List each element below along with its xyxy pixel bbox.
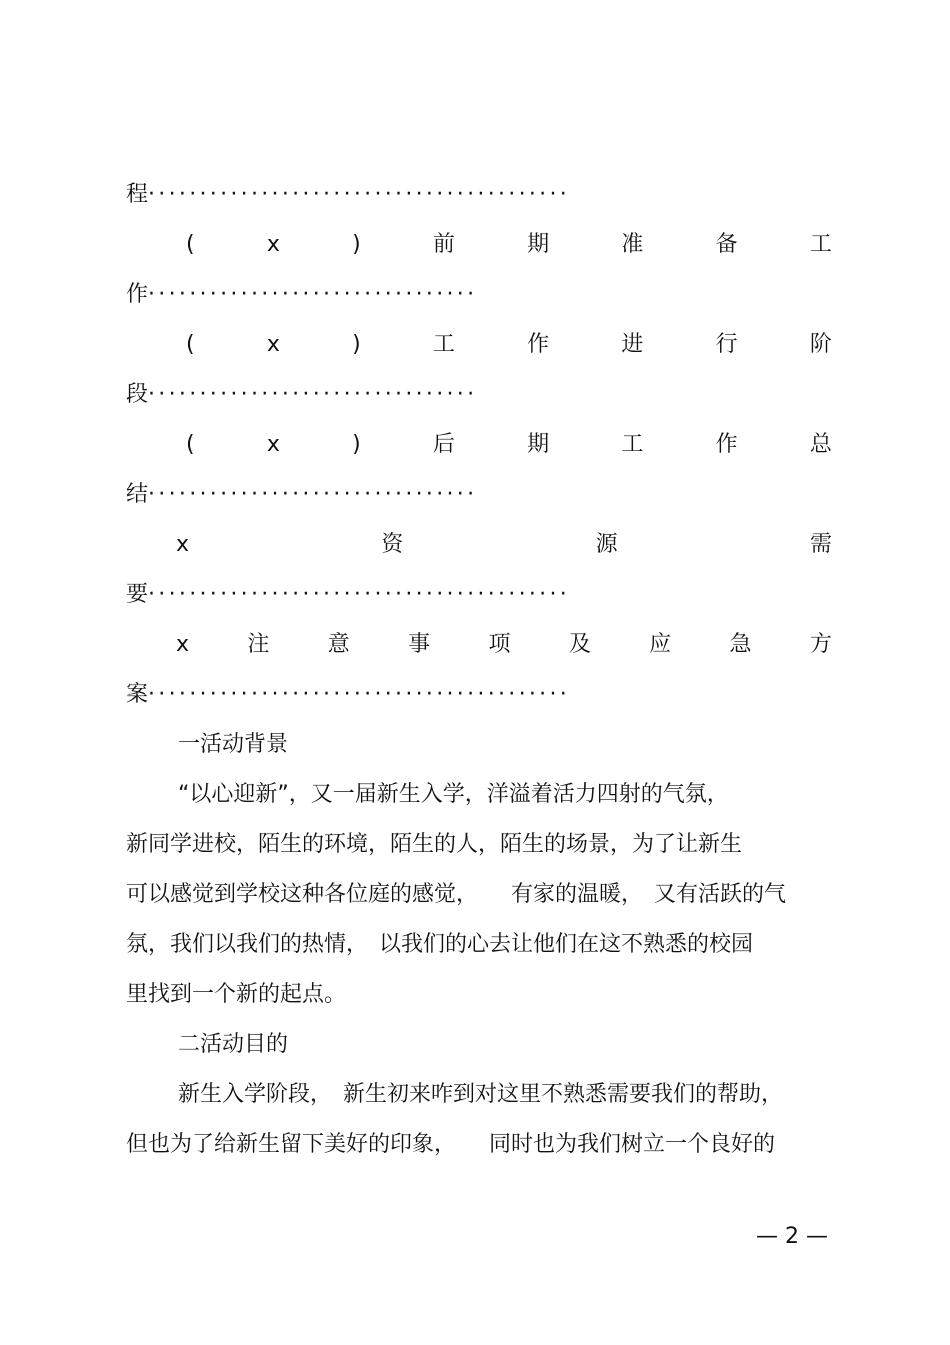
toc-part: 期 [527, 432, 550, 457]
toc-part: 应 [649, 632, 672, 657]
toc-part: 作 [527, 332, 550, 357]
paragraph-line: 氛，我们以我们的热情， 以我们的心去让他们在这不熟悉的校园 [126, 932, 754, 957]
toc-part: 进 [621, 332, 644, 357]
toc-part: x [176, 632, 190, 657]
toc-part: 意 [327, 632, 350, 657]
toc-part: ( [186, 432, 195, 457]
toc-part: ) [352, 332, 361, 357]
toc-part: 源 [595, 532, 618, 557]
toc-part: ) [352, 432, 361, 457]
toc-tail: 程 [126, 182, 149, 207]
toc-part: 方 [809, 632, 832, 657]
toc-leader: ································ [148, 482, 478, 507]
toc-part: 工 [432, 332, 455, 357]
toc-part: 注 [247, 632, 270, 657]
toc-entry-notes [176, 630, 832, 660]
paragraph-line: 但也为了给新生留下美好的印象， 同时也为我们树立一个良好的 [126, 1132, 776, 1157]
toc-part: 需 [809, 532, 832, 557]
toc-line-5 [126, 580, 570, 610]
toc-line-4 [126, 480, 477, 510]
toc-tail: 要 [126, 582, 149, 607]
toc-part: 工 [809, 232, 832, 257]
toc-part: 后 [432, 432, 455, 457]
paragraph-line: 新同学进校，陌生的环境，陌生的人，陌生的场景，为了让新生 [126, 832, 743, 857]
paragraph-line: 可以感觉到学校这种各位庭的感觉， 有家的温暖， 又有活跃的气 [126, 882, 787, 907]
toc-part: 资 [381, 532, 404, 557]
toc-line-3 [126, 380, 477, 410]
toc-entry-resources [176, 530, 832, 560]
toc-part: 准 [621, 232, 644, 257]
toc-part: 备 [715, 232, 738, 257]
toc-part: ) [352, 232, 361, 257]
toc-part: ( [186, 332, 195, 357]
toc-part: 阶 [809, 332, 832, 357]
toc-leader: ········································· [148, 182, 571, 207]
toc-entry-prep [186, 230, 832, 260]
section-heading-purpose: 二活动目的 [178, 1032, 289, 1057]
toc-part: x [266, 332, 280, 357]
toc-line-2 [126, 280, 477, 310]
toc-entry-summary [186, 430, 832, 460]
section-heading-background: 一活动背景 [178, 732, 289, 757]
toc-part: 项 [488, 632, 511, 657]
page-number: — 2 — [756, 1224, 828, 1249]
toc-line-1 [126, 180, 570, 210]
toc-part: ( [186, 232, 195, 257]
toc-line-6 [126, 680, 570, 710]
toc-leader: ········································· [148, 682, 571, 707]
paragraph-line: 里找到一个新的起点。 [126, 982, 347, 1007]
toc-tail: 结 [126, 482, 149, 507]
paragraph-line: “以心迎新”，又一届新生入学，洋溢着活力四射的气氛， [178, 782, 729, 807]
toc-part: 期 [527, 232, 550, 257]
toc-part: 前 [432, 232, 455, 257]
toc-leader: ································ [148, 382, 478, 407]
toc-part: 总 [809, 432, 832, 457]
toc-part: 作 [715, 432, 738, 457]
toc-part: x [266, 432, 280, 457]
toc-part: x [176, 532, 190, 557]
toc-tail: 段 [126, 382, 149, 407]
toc-part: 工 [621, 432, 644, 457]
toc-leader: ········································· [148, 582, 571, 607]
toc-tail: 作 [126, 282, 149, 307]
toc-tail: 案 [126, 682, 149, 707]
toc-leader: ································ [148, 282, 478, 307]
toc-part: x [266, 232, 280, 257]
toc-entry-progress [186, 330, 832, 360]
toc-part: 及 [568, 632, 591, 657]
toc-part: 事 [408, 632, 431, 657]
paragraph-line: 新生入学阶段， 新生初来咋到对这里不熟悉需要我们的帮助， [178, 1082, 784, 1107]
toc-part: 急 [729, 632, 752, 657]
toc-part: 行 [715, 332, 738, 357]
